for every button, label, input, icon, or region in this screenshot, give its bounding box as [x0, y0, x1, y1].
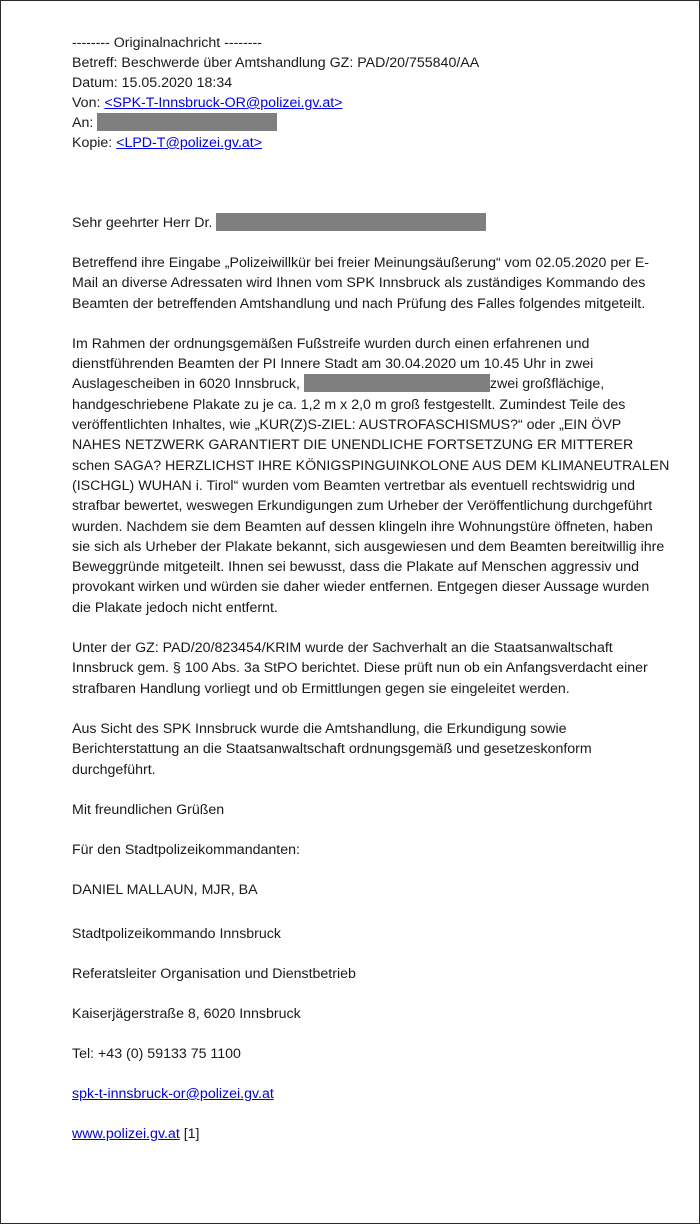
- salutation: Sehr geehrter Herr Dr.: [72, 213, 672, 233]
- from-line: Von: <SPK-T-Innsbruck-OR@polizei.gv.at>: [72, 95, 343, 111]
- email-body: [72, 33, 672, 1144]
- signature-address: Kaiserjägerstraße 8, 6020 Innsbruck: [72, 1005, 301, 1022]
- signature-web: [72, 1124, 672, 1144]
- cc-line: Kopie: <LPD-T@polizei.gv.at>: [72, 135, 263, 151]
- paragraph-intro: Betreffend ihre Eingabe „Polizeiwillkür bei freier Meinungsäußerung“ vom 02.05.2020 per E-Mail an diverse Adressaten wird Ihnen vom SPK Innsbruck als zuständiges Kommando des Beamten der betreffenden Amtshandlung und nach Prüfung des Falles folgendes mitgeteilt.: [72, 255, 650, 312]
- paragraph-conclusion: Aus Sicht des SPK Innsbruck wurde die Amtshandlung, die Erkundigung sowie Berichterstattung an die Staatsanwaltschaft ordnungsgemäß und gesetzeskonform durchgeführt.: [72, 720, 592, 778]
- paragraph-facts: Im Rahmen der ordnungsgemäßen Fußstreife wurden durch einen erfahrenen und dienstführenden Beamten der PI Innere Stadt am 30.04.2020 um 10.45 Uhr in zwei Auslagescheiben in 6020 Innsbruck, zwei großflächige, handgeschriebene Plakate zu je ca. 1,2 m x 2,0 m groß festgestellt. Zumindest Teile des veröffentlichten Inhaltes, wie „KUR(Z)S-ZIEL: AUSTROFASCHISMUS?“ oder „EIN ÖVP NAHES NETZWERK GARANTIERT DIE UNENDLICHE FORTSETZUNG ER MITTERER schen SAGA? HERZLICHST IHRE KÖNIGSPINGUINKOLONE AUS DEM KLIMANEUTRALEN (ISCHGL) WUHAN i. Tirol“ wurden vom Beamten vertretbar als eventuell rechtswidrig und strafbar bewertet, weswegen Erkundigungen zum Urheber der Veröffentlichung durchgeführt wurden. Nachdem sie dem Beamten auf dessen klingeln ihre Wohnungstüre öffneten, haben sie sich als Urheber der Plakate bekannt, sich ausgewiesen und dem Beamten bereitwillig ihre Beweggründe mitgeteilt. Ihnen sei bewusst, dass die Plakate auf Menschen aggressiv und provokant wirken und würden sie daher wieder entfernen. Entgegen dieser Aussage wurden die Plakate jedoch nicht entfernt.: [72, 335, 670, 616]
- signature-phone: Tel: +43 (0) 59133 75 1100: [72, 1045, 241, 1062]
- cc-email-link[interactable]: <LPD-T@polizei.gv.at>: [116, 135, 263, 151]
- from-email-link[interactable]: <SPK-T-Innsbruck-OR@polizei.gv.at>: [104, 95, 343, 111]
- redacted-block: [97, 113, 277, 131]
- closing-greeting: Mit freundlichen Grüßen: [72, 801, 225, 818]
- signature-for-line: Für den Stadtpolizeikommandanten:: [72, 841, 300, 858]
- signature-name: DANIEL MALLAUN, MJR, BA: [72, 881, 258, 898]
- subject-line: Betreff: Beschwerde über Amtshandlung GZ: PAD/20/755840/AA: [72, 55, 480, 71]
- redacted-block: [304, 374, 490, 392]
- website-link[interactable]: www.polizei.gv.at: [72, 1125, 180, 1142]
- original-message-title: -------- Originalnachricht --------: [72, 35, 262, 51]
- date-line: Datum: 15.05.2020 18:34: [72, 75, 233, 91]
- footnote-ref: [1]: [179, 1125, 200, 1142]
- signature-email-link[interactable]: spk-t-innsbruck-or@polizei.gv.at: [72, 1085, 274, 1102]
- redacted-block: [216, 213, 486, 231]
- signature-org: Stadtpolizeikommando Innsbruck: [72, 925, 281, 942]
- to-line: An:: [72, 113, 672, 133]
- paragraph-prosecution: Unter der GZ: PAD/20/823454/KRIM wurde der Sachverhalt an die Staatsanwaltschaft Innsbruck gem. § 100 Abs. 3a StPO berichtet. Diese prüft nun ob ein Anfangsverdacht einer strafbaren Handlung vorliegt und ob Ermittlungen gegen sie eingeleitet werden.: [72, 640, 648, 697]
- signature-email: [72, 1084, 672, 1104]
- signature-dept: Referatsleiter Organisation und Dienstbetrieb: [72, 965, 356, 982]
